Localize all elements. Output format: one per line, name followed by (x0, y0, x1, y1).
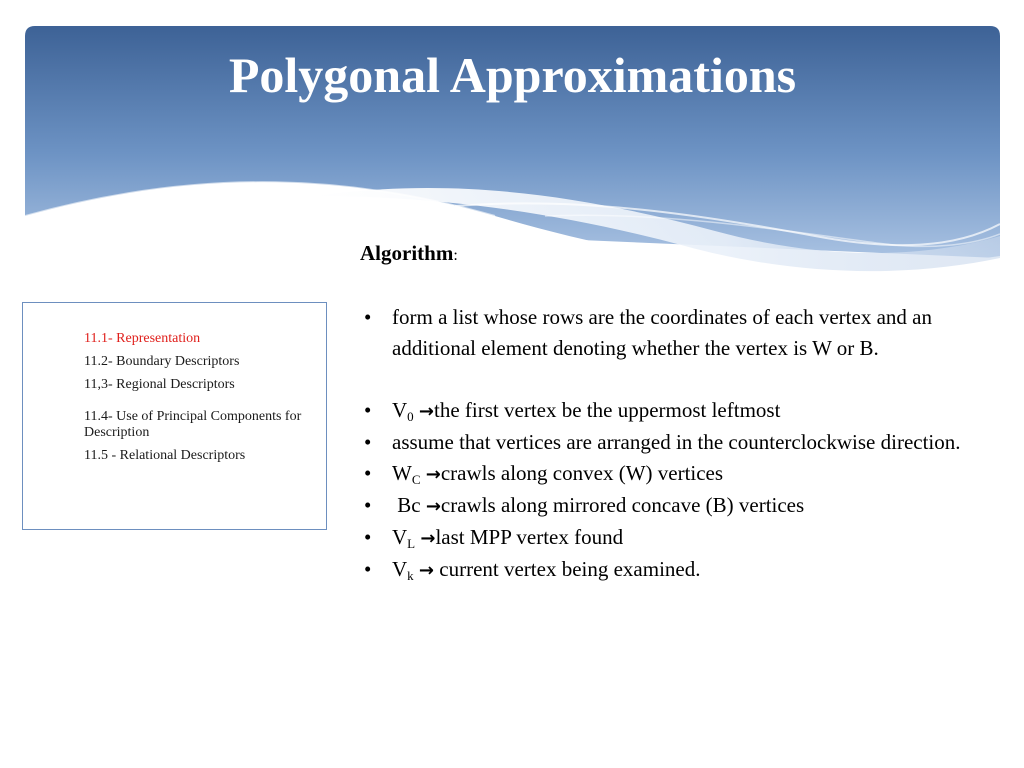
arrow-icon: → (425, 464, 441, 485)
bullet-text: current vertex being examined. (434, 557, 701, 581)
algorithm-bullet-list (360, 395, 970, 586)
bullet-symbol: V (392, 398, 408, 422)
bullet-symbol: V (392, 525, 408, 549)
toc-item-boundary-descriptors[interactable]: 11.2- Boundary Descriptors (84, 354, 240, 369)
list-item (360, 554, 970, 586)
bullet-text: crawls along convex (W) vertices (440, 461, 724, 485)
toc-item-relational-descriptors[interactable]: 11.5 - Relational Descriptors (84, 448, 246, 463)
intro-bullet-text: form a list whose rows are the coordinates of each vertex and an additional element denoting whether the vertex is W or B. (392, 305, 932, 360)
algorithm-heading-label: Algorithm (360, 241, 454, 265)
slide-title: Polygonal Approximations (228, 47, 797, 103)
list-item (360, 427, 970, 458)
bullet-symbol: V (392, 557, 408, 581)
bullet-text: the first vertex be the uppermost leftmost (434, 398, 781, 422)
arrow-icon: → (420, 528, 436, 549)
bullet-subscript: 0 (407, 409, 414, 424)
arrow-icon: → (418, 560, 435, 581)
toc-list (84, 331, 314, 471)
intro-bullet-list (360, 302, 970, 364)
list-item (360, 522, 970, 554)
toc-item-principal-components[interactable]: 11.4- Use of Principal Components for Description (84, 409, 302, 440)
bullet-symbol: W (392, 461, 412, 485)
algorithm-heading-colon: : (453, 247, 458, 264)
bullet-text: crawls along mirrored concave (B) vertices (440, 493, 805, 517)
bullet-subscript: C (411, 472, 421, 487)
list-item (360, 395, 970, 427)
bullet-subscript: k (407, 568, 414, 583)
arrow-icon: → (425, 496, 441, 517)
toc-panel (22, 302, 327, 530)
list-item (360, 490, 970, 522)
arrow-icon: → (418, 401, 435, 422)
bullet-text: last MPP vertex found (435, 525, 624, 549)
content-body (360, 238, 970, 586)
toc-item-representation[interactable]: 11.1- Representation (84, 331, 201, 346)
list-item (360, 302, 970, 364)
bullet-text: assume that vertices are arranged in the counterclockwise direction. (392, 430, 961, 454)
algorithm-heading (360, 238, 970, 271)
bullet-subscript: L (407, 536, 416, 551)
list-item (360, 458, 970, 490)
bullet-symbol: Bc (392, 493, 421, 517)
toc-item-regional-descriptors[interactable]: 11,3- Regional Descriptors (84, 377, 235, 392)
